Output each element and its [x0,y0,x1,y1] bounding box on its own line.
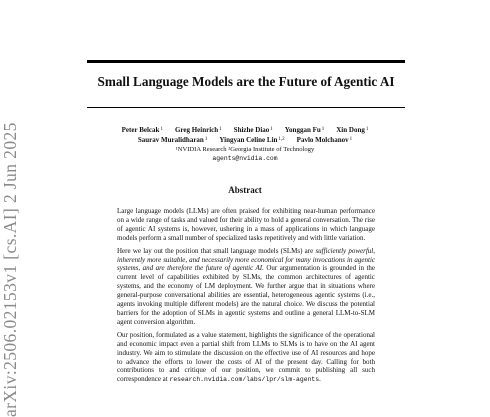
abstract-body [117,207,375,389]
abstract-paragraph-1: Large language models (LLMs) are often praised for exhibiting near-human performance on a wide range of tasks and valued for their ability to hold a general conversation. The rise of agentic AI systems is, however, ushering in a mass of applications in which language models perform a small number of specialized tasks repetitively and with little variation. [117,207,375,242]
paragraph-2-lead: Here we lay out the position that small language models (SLMs) are [117,246,316,255]
author-name: Saurav Muralidharan [137,136,204,144]
paragraph-3-text: Our position, formulated as a value statement, highlights the significance of the operational and economic impact even a partial shift from LLMs to SLMs is to have on the AI agent industry. We aim to stimulate the discussion on the effective use of AI resources and hope to advance the efforts to lower the costs of AI of the present day. Calling for both contributions to and critique of our position, we commit to publishing all such correspondence at [117,330,375,384]
author-block [92,125,398,163]
authors-row-2 [92,135,398,145]
author-affiliation-mark: 1 [365,127,369,132]
author-name: Greg Heinrich [174,126,219,134]
author-affiliation-mark: 1 [321,127,325,132]
author-name: Shizhe Diao [233,126,270,134]
affiliations: ¹NVIDIA Research ²Georgia Institute of Technology [175,146,315,153]
contact-email[interactable]: agents@nvidia.com [212,155,278,162]
author-name: Yingyan Celine Lin [219,136,278,144]
paragraph-2-rest: Our argumentation is grounded in the current level of capabilities exhibited by SLMs, the common architectures of agentic systems, and the economy of LM deployment. We further argue that in situations where general-purpose conversational abilities are essential, heterogeneous agentic systems (i.e., agents invoking multiple different models) are the natural choice. We discuss the potential barriers for the adoption of SLMs in agentic systems and outline a general LLM-to-SLM agent conversion algorithm. [117,264,375,326]
title-rule-top [87,60,405,63]
author-affiliation-mark: 1 [219,127,222,132]
paper-title: Small Language Models are the Future of Agentic AI [97,74,395,89]
author-name: Peter Belcak [121,126,160,134]
project-url[interactable]: research.nvidia.com/labs/lpr/slm-agents [169,376,320,384]
author-affiliation-mark: 1,2 [278,137,285,142]
author-affiliation-mark: 1 [270,127,273,132]
paragraph-2-emphasis: sufficiently powerful, inherently more suitable, and necessarily more economical for many invocations in agentic systems, and are therefore the future of agentic AI. [117,246,376,273]
title-rule-bottom [87,107,405,108]
author-affiliation-mark: 1 [204,137,208,142]
author-name: Xin Dong [336,126,365,134]
abstract-heading: Abstract [228,185,262,195]
author-affiliation-mark: 1 [160,127,163,132]
paragraph-3-end: . [319,375,321,384]
author-name: Pavlo Molchanov [296,136,349,144]
abstract-paragraph-2 [117,247,375,327]
arxiv-identifier: arXiv:2506.02153v1 [cs.AI] 2 Jun 2025 [0,122,20,417]
author-name: Yonggan Fu [284,126,321,134]
authors-row-1 [92,125,398,135]
author-affiliation-mark: 1 [349,137,353,142]
abstract-paragraph-3 [117,331,375,385]
